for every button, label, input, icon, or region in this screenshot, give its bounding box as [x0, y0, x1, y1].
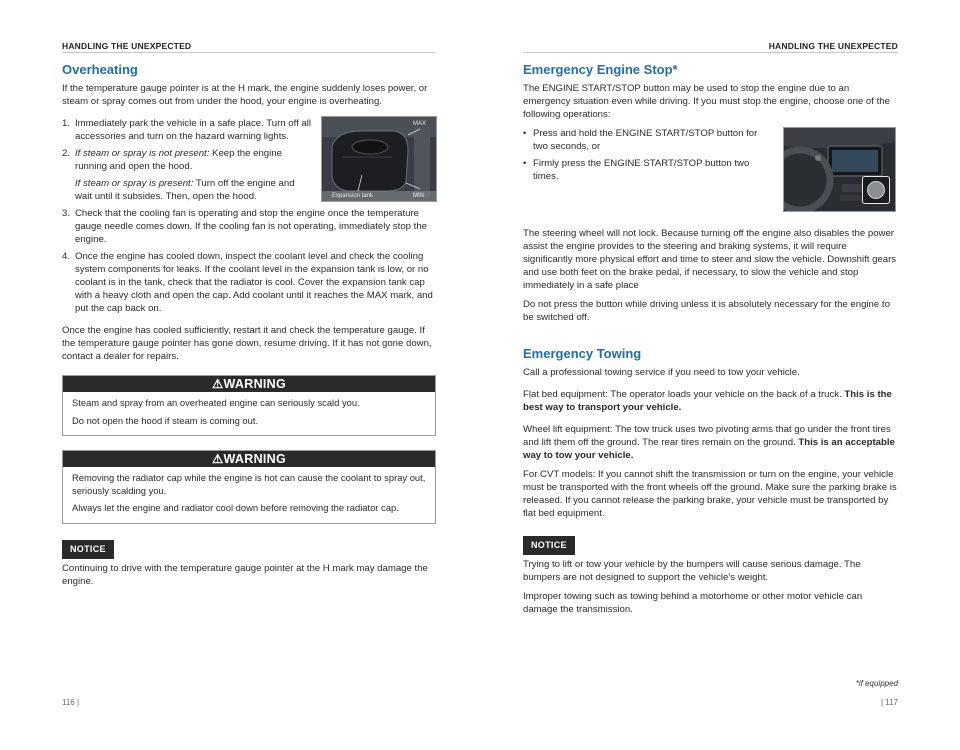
footnote-if-equipped: *if equipped [855, 679, 898, 688]
emergency-towing-title: Emergency Towing [523, 346, 642, 361]
expansion-tank-figure [321, 116, 437, 202]
running-head-right: HANDLING THE UNEXPECTED [768, 41, 898, 51]
warning-triangle-icon: ⚠ [211, 377, 224, 391]
emergency-stop-intro: The ENGINE START/STOP button may be used to stop the engine due to an emergency situation even while driving. If you must stop the engine, choose one of the following operations: [523, 83, 890, 120]
emergency-stop-p2: Do not press the button while driving unless it is absolutely necessary for the engine to be switched off. [523, 299, 890, 323]
expansion-tank-label: Expansion tank [332, 193, 374, 199]
emergency-stop-p1: The steering wheel will not lock. Because turning off the engine also disables the power assist the engine provides to the steering and braking systems, it will require significantly more physical effort and time to steer and slow the vehicle. Downshift gears and use both feet on the brake pedal, if necessary, to slow the vehicle and stop immediately in a safe place [523, 228, 897, 291]
notice-text-left: Continuing to drive with the temperature gauge pointer at the H mark may damage the engine. [62, 562, 428, 587]
stop-option: • Press and hold the ENGINE START/STOP button for two seconds, or [523, 127, 765, 153]
warning-triangle-icon: ⚠ [211, 452, 224, 467]
notice-text-right-1: Trying to lift or tow your vehicle by the bumpers will cause serious damage. The bumpers are not designed to support the vehicle’s weight. [523, 559, 861, 583]
warning-body: Steam and spray from an overheated engine can seriously scald you. Do not open the hood if steam is coming out. [72, 397, 360, 426]
expansion-tank-illustration [322, 117, 436, 201]
notice-label-left: NOTICE [62, 540, 114, 559]
running-head-left: HANDLING THE UNEXPECTED [62, 41, 192, 51]
max-label: MAX [412, 121, 426, 127]
step-1: 1. Immediately park the vehicle in a safe place. Turn off all accessories and turn on the hazard warning lights. [62, 118, 312, 142]
warning-box-radiator [62, 450, 436, 524]
towing-p4: For CVT models: If you cannot shift the transmission or turn on the engine, your vehicle must be transported with the front wheels off the ground. Make sure the parking brake is released. If you cannot release the parking brake, your vehicle must be transported by flat bed equipment. [523, 469, 897, 519]
towing-p1: Call a professional towing service if you need to tow your vehicle. [523, 367, 800, 378]
dashboard-figure [783, 127, 896, 212]
step-4: 4. Once the engine has cooled down, inspect the coolant level and check the cooling system components for leaks. If the coolant level in the expansion tank is low, or no coolant is in the tank, check that the radiator is cool. Cover the expansion tank cap with a heavy cloth and open the cap. Add coolant until it reaches the MAX mark, and put the cap back on. [62, 251, 433, 314]
notice-label-right: NOTICE [523, 536, 575, 555]
overheating-title: Overheating [62, 62, 138, 77]
warning-box-steam [62, 375, 436, 436]
warning-header: ⚠WARNING [63, 451, 435, 467]
head-rule-right [523, 52, 898, 53]
warning-header: ⚠WARNING [63, 376, 435, 392]
overheating-intro: If the temperature gauge pointer is at the H mark, the engine suddenly loses power, or steam or spray comes out from under the hood, your engine is overheating. [62, 83, 428, 107]
page-number-right: | 117 [880, 698, 898, 707]
right-page [480, 0, 960, 750]
page-number-left: 116 | [62, 698, 80, 707]
min-label: MIN [413, 193, 424, 199]
step-2: 2. If steam or spray is not present: Keep the engine running and open the hood. [62, 148, 282, 172]
towing-p3: Wheel lift equipment: The tow truck uses two pivoting arms that go under the front tires and lift them off the ground. The rear tires remain on the ground. This is an acceptable way to tow your vehicle. [523, 424, 895, 461]
engine-start-stop-button-icon [862, 176, 890, 204]
towing-p2: Flat bed equipment: The operator loads your vehicle on the back of a truck. This is the best way to transport your vehicle. [523, 389, 892, 413]
head-rule-left [62, 52, 436, 53]
step-2-alt: If steam or spray is present: Turn off the engine and wait until it subsides. Then, open the hood. [75, 178, 295, 202]
stop-option: • Firmly press the ENGINE START/STOP button two times. [523, 157, 765, 183]
notice-text-right-2: Improper towing such as towing behind a motorhome or other motor vehicle can damage the transmission. [523, 591, 863, 615]
emergency-stop-title: Emergency Engine Stop* [523, 62, 678, 77]
step-3: 3. Check that the cooling fan is operating and stop the engine once the temperature gauge needle comes down. If the cooling fan is not operating, immediately stop the engine. [62, 208, 427, 245]
warning-body: Removing the radiator cap while the engine is hot can cause the coolant to spray out, seriously scalding you. Always let the engine and radiator cool down before removing the radiator cap. [72, 472, 426, 514]
overheating-after: Once the engine has cooled sufficiently, restart it and check the temperature gauge. If the temperature gauge pointer has gone down, resume driving. If it has not gone down, contact a dealer for repairs. [62, 325, 432, 362]
